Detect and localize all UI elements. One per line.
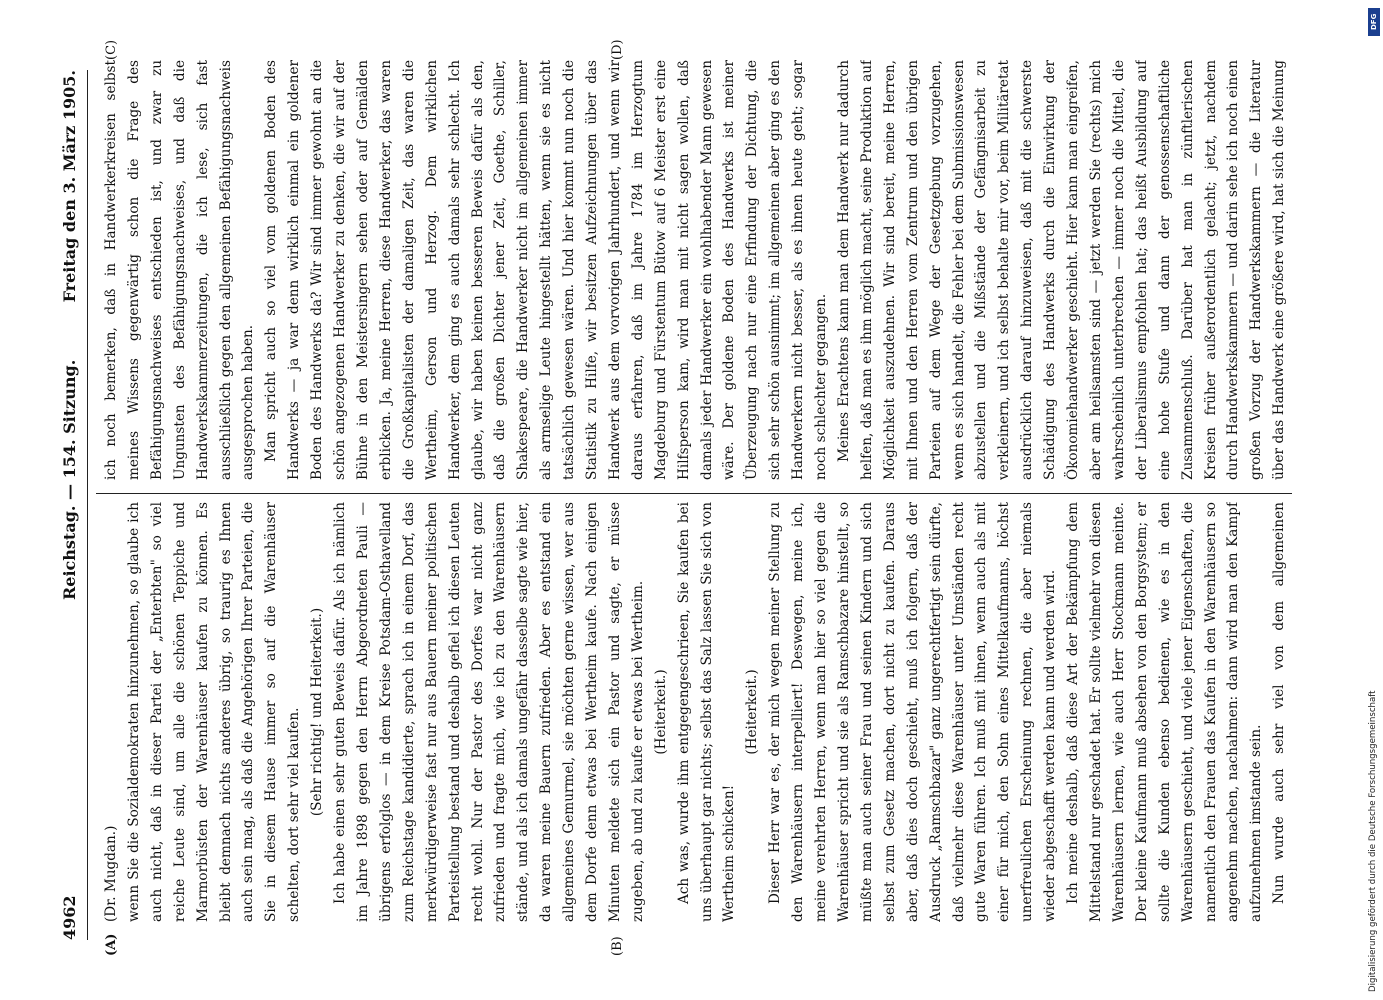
paragraph: Ich meine deshalb, daß diese Art der Bekämpfung dem Mittelstand nur geschadet hat. Er sollte vielmehr von diesen Warenhäusern lernen, wie auch Herr Stockmann meinte. Der kleine Kaufmann muß absehen von den Borgsystem; er sollte die Kunden ebenso bedienen, wie es in den Warenhäusern geschieht, und viele jener Eigenschaften, die namentlich den Frauen das Kaufen in den Warenhäusern so angenehm machen, nachahmen: dann wird man den Kampf aufzunehmen imstande sein. [1065,502,1265,922]
paragraph: Man spricht auch so viel vom goldenen Boden des Handwerks — ja war denn wirklich einmal ein goldener Boden des Handwerks da? Wir sind immer gewohnt an die schön angezogenen Handwerker zu denken, die wir auf der Bühne in den Meistersingern sehen oder auf Gemälden erblicken. Ja, meine Herren, diese Handwerker, das waren die Großkapitalisten der damaligen Zeit, das waren die Wertheim, Gerson und Herzog. Dem wirklichen Handwerker, dem ging es auch damals sehr schlecht. Ich glaube, wir haben keinen besseren Beweis dafür als den, daß die großen Dichter jener Zeit, Goethe, Schiller, Shakespeare, die Handwerker nicht im allgemeinen immer als armselige Leute hingestellt hätten, wenn sie es nicht tatsächlich gewesen wären. Und hier kommt nun noch die Statistik zu Hilfe, wir besitzen Aufzeichnungen über das Handwerk aus dem vorvorigen Jahrhundert, und wenn wir daraus erfahren, daß im Jahre 1784 im Herzogtum Magdeburg und Fürstentum Bütow auf 6 Meister erst eine Hilfsperson kam, wird man mit nicht sagen wollen, daß damals jeder Handwerker ein wohlhabender Mann gewesen wäre. Der goldene Boden des Handwerks ist meiner Überzeugung nach nur eine Erfindung der Dichtung, die sich sehr schön ausnimmt; im allgemeinen aber ging es den Handwerkern nicht besser, als es ihnen heute geht; sogar noch schlechter gegangen. [263,60,830,480]
paragraph: wenn Sie die Sozialdemokraten hinzunehmen, so glaube ich auch nicht, daß in dieser Partei der „Enterbten" so viel reiche Leute sind, um alle die schönen Teppiche und Marmorbüsten der Warenhäuser kaufen zu können. Es bleibt demnach nichts anderes übrig, so traurig es Ihnen auch sein mag, als daß die Angehörigen Ihrer Parteien, die Sie in diesem Hause immer so auf die Warenhäuser schelten, dort sehr viel kaufen. [125,502,303,922]
stage-direction: (Heiterkeit.) [652,669,669,755]
page-number: 4962 [60,895,79,940]
margin-marker-d: (D) [610,39,625,60]
header-rule [87,70,88,940]
margin-marker-a: (A) [104,933,119,956]
page-header [52,70,88,940]
credit-text: Digitalisierung gefördert durch die Deutsche Forschungsgemeinschaft [1368,690,1378,992]
paragraph: Nun wurde auch sehr viel von dem allgemeinen [1271,502,1288,904]
paragraph: (Dr. Mugdan.) [103,825,119,922]
paragraph: Ach was, wurde ihm entgegengeschrieen, Sie kaufen bei uns überhaupt gar nichts; selbst das Salz lassen Sie sich von Wertheim schicken! [675,502,738,922]
stage-direction: (Heiterkeit.) [744,669,761,755]
margin-marker-b: (B) [610,936,625,956]
paragraph: Meines Erachtens kann man dem Handwerk nur dadurch helfen, daß man es ihm möglich macht, seine Produktion auf Möglichkeit auszudehnen. Wir sind bereit, meine Herren, mit Ihnen und den Herren vom Zentrum und den übrigen Parteien auf dem Wege der Gesetzgebung vorzugehen, wenn es sich handelt, die Fehler bei dem Submissionswesen abzustellen und die Mißstände der Gefängnisarbeit zu verkleinern, und ich selbst behalte mir vor, beim Militäretat ausdrücklich darauf hinzuweisen, daß mit die schwerste Schädigung des Handwerks durch die Einwirkung der Ökonomiehandwerker geschieht. Hier kann man eingreifen, aber am heilsamsten sind — jetzt werden Sie (rechts) mich wahrscheinlich unterbrechen — immer noch die Mittel, die der Liberalismus empfohlen hat; das heißt Ausbildung auf eine hohe Stufe und dann der genossenschaftliche Zusammenschluß. Darüber hat man in zünftlerischen Kreisen früher außerordentlich gelacht; jetzt, nachdem durch Handwerkskammern — und darin sehe ich noch einen großen Vorzug der Handwerkskammern — die Literatur über das Handwerk eine größere wird, hat sich die Meinung [836,60,1288,480]
paragraph: Dieser Herr war es, der mich wegen meiner Stellung zu den Warenhäusern interpelliert! Deswegen, meine ich, meine verehrten Herren, wenn man hier so viel gegen die Warenhäuser spricht und sie als Ramschbazare hinstellt, so müßte man auch seiner Frau und seinen Kindern und sich selbst zum Gesetz machen, dort nicht zu kaufen. Daraus aber, daß dies doch geschieht, muß ich folgern, daß der Ausdruck „Ramschbazar" ganz ungerechtfertigt sein dürfte, daß vielmehr diese Warenhäuser unter Umständen recht gute Waren führen. Ich muß mit ihnen, wenn auch als mit einer für mich, den Sohn eines Mittelkaufmanns, höchst unerfreulichen Erscheinung rechnen, die aber niemals wieder abgeschafft werden kann und werden wird. [767,502,1059,922]
paragraph: Ich habe einen sehr guten Beweis dafür. Als ich nämlich im Jahre 1898 gegen den Herrn Abgeordneten Pauli — übrigens erfolglos — in dem Kreise Potsdam-Osthavelland zum Reichstage kandidierte, sprach ich in einem Dorf, das merkwürdigerweise fast nur aus Bauern meiner politischen Parteistellung bestand und deshalb gefiel ich diesen Leuten recht wohl. Nur der Pastor des Dorfes war nicht ganz zufrieden und fragte mich, wie ich zu den Warenhäusern stände, und als ich damals ungefähr dasselbe sagte wie hier, da waren meine Bauern zufrieden. Aber es entstand ein allgemeines Gemurmel, sie möchten gerne wissen, wer aus dem Dorfe denn etwas bei Wertheim kaufe. Nach einigen Minuten meldete sich ein Pastor und sagte, er müsse zugeben, ab und zu kaufe er etwas bei Wertheim. [332,502,646,922]
digitization-credit [1368,8,1380,992]
left-column [100,502,1290,922]
session-title: Reichstag. — 154. Sitzung. [60,359,79,600]
right-column [100,60,1290,480]
paragraph: ich noch bemerken, daß in Handwerkerkreisen selbst meines Wissens gegenwärtig schon die Frage des Befähigungsnachweises entschieden ist, und zwar zu Ungunsten des Befähigungsnachweises, und daß die Handwerkskammerzeitungen, die ich lese, sich fast ausschließlich gegen den allgemeinen Befähigungsnachweis ausgesprochen haben. [103,60,257,480]
session-date: Freitag den 3. März 1905. [60,70,79,303]
margin-marker-c: (C) [104,39,119,60]
stage-direction: (Sehr richtig! und Heiterkeit.) [309,607,326,817]
column-divider [96,493,1292,494]
dfg-logo: DFG [1368,8,1380,36]
